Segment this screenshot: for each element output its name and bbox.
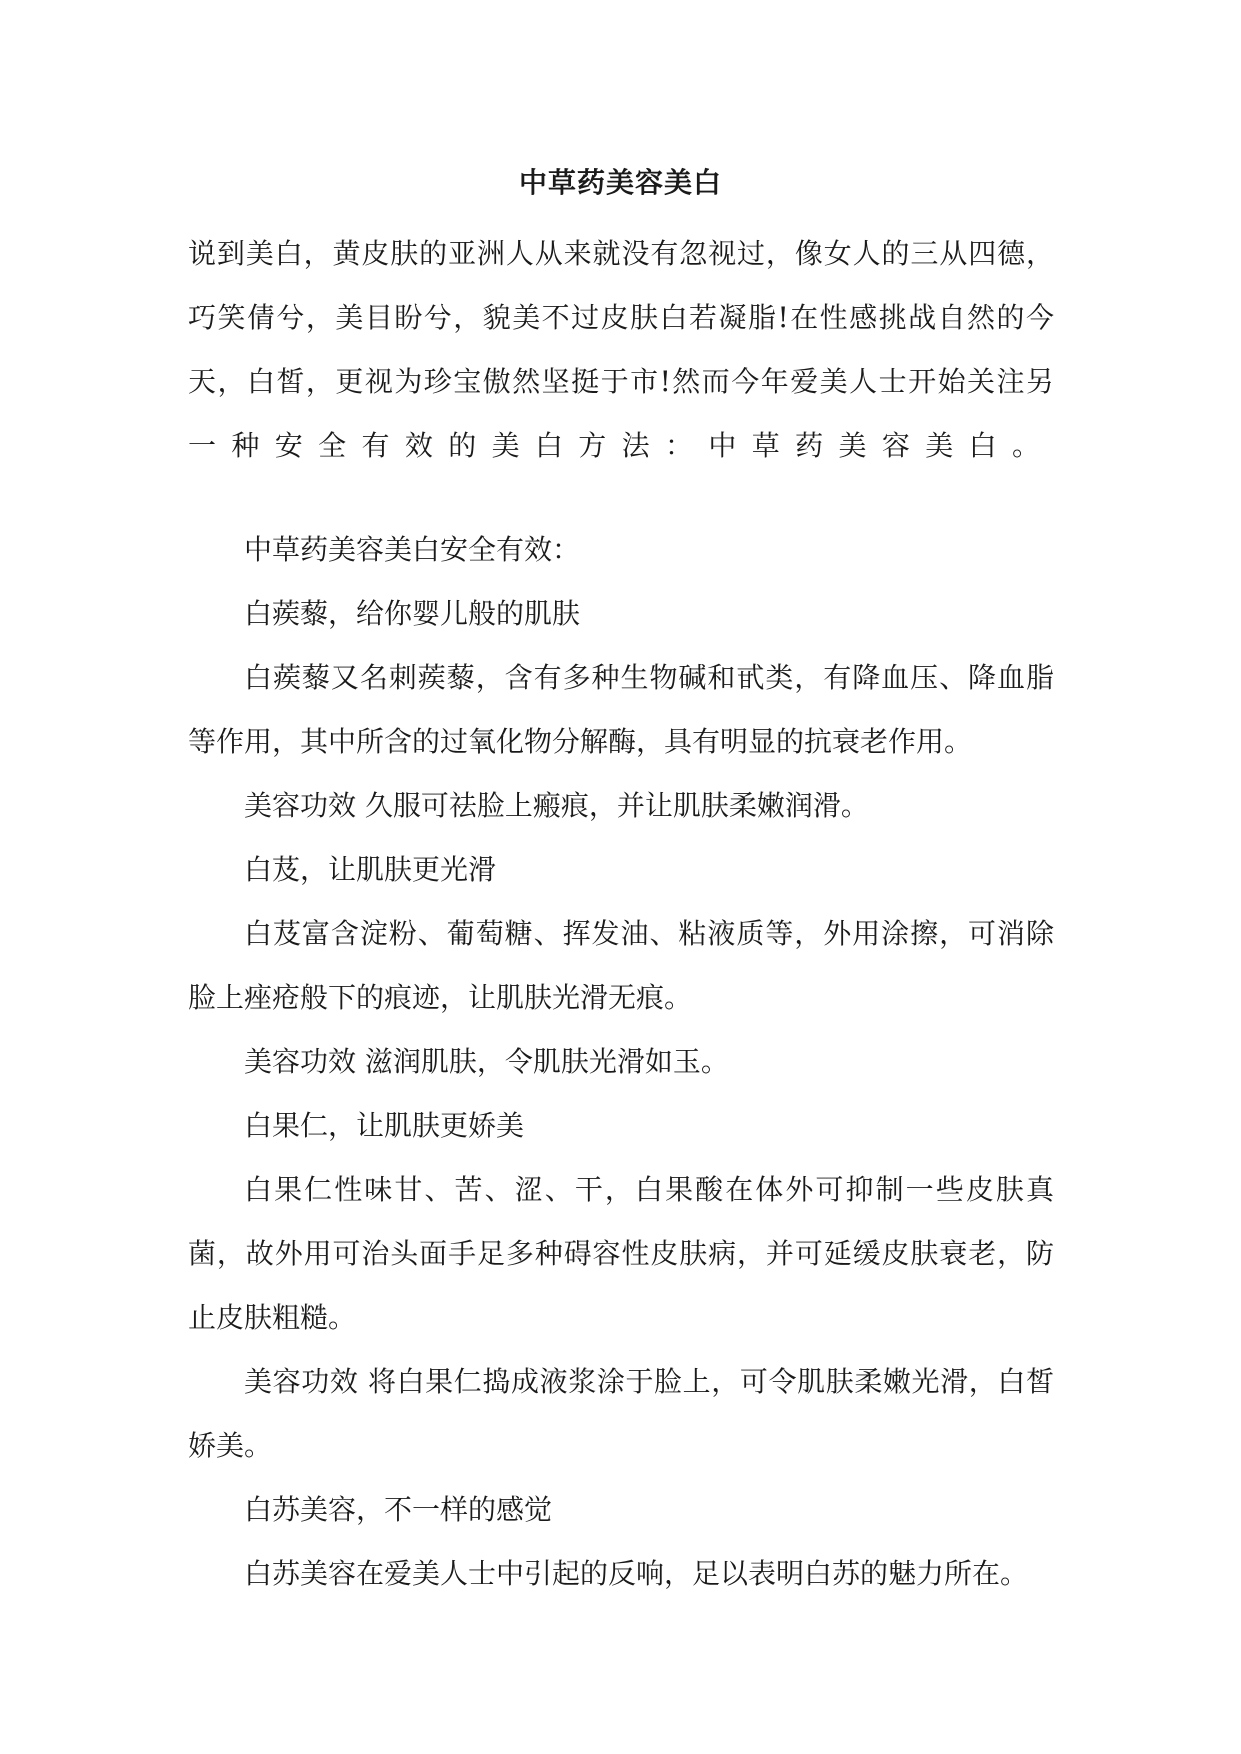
- beauty-effect-2: 美容功效 滋润肌肤，令肌肤光滑如玉。: [244, 1045, 729, 1078]
- paragraph-gap: [188, 478, 1054, 518]
- herb-heading-1: 白蒺藜，给你婴儿般的肌肤: [244, 597, 581, 630]
- herb-description-4: 白苏美容在爱美人士中引起的反响，足以表明白苏的魅力所在。: [244, 1557, 1029, 1590]
- beauty-effect-3: 美容功效 将白果仁捣成液浆涂于脸上，可令肌肤柔嫩光滑，白皙娇美。: [188, 1365, 1054, 1462]
- document-body: [188, 222, 1054, 1606]
- beauty-effect-1: 美容功效 久服可祛脸上瘢痕，并让肌肤柔嫩润滑。: [244, 789, 869, 822]
- herb-description-2: 白芨富含淀粉、葡萄糖、挥发油、粘液质等，外用涂擦，可消除脸上痤疮般下的痕迹，让肌肤光滑无痕。: [188, 917, 1054, 1014]
- section-heading: 中草药美容美白安全有效：: [244, 533, 581, 566]
- herb-description-1: 白蒺藜又名刺蒺藜，含有多种生物碱和甙类，有降血压、降血脂等作用，其中所含的过氧化物分解酶，具有明显的抗衰老作用。: [188, 661, 1054, 758]
- intro-line-1: 说到美白，黄皮肤的亚洲人从来就没有忽视过，像女人的三从四德，: [188, 237, 1054, 270]
- herb-heading-2: 白芨，让肌肤更光滑: [244, 853, 497, 886]
- herb-heading-4: 白苏美容，不一样的感觉: [244, 1493, 553, 1526]
- herb-heading-3: 白果仁，让肌肤更娇美: [244, 1109, 525, 1142]
- intro-line-3: 天，白皙，更视为珍宝傲然坚挺于市!然而今年爱美人士开始关注另: [188, 365, 1054, 398]
- herb-description-3: 白果仁性味甘、苦、涩、干，白果酸在体外可抑制一些皮肤真菌，故外用可治头面手足多种碍容性皮肤病，并可延缓皮肤衰老，防止皮肤粗糙。: [188, 1173, 1054, 1334]
- page-title: 中草药美容美白: [518, 166, 722, 199]
- intro-line-4: 一种安全有效的美白方法：中草药美容美白。: [188, 429, 1054, 462]
- intro-line-2: 巧笑倩兮，美目盼兮，貌美不过皮肤白若凝脂!在性感挑战自然的今: [188, 301, 1054, 334]
